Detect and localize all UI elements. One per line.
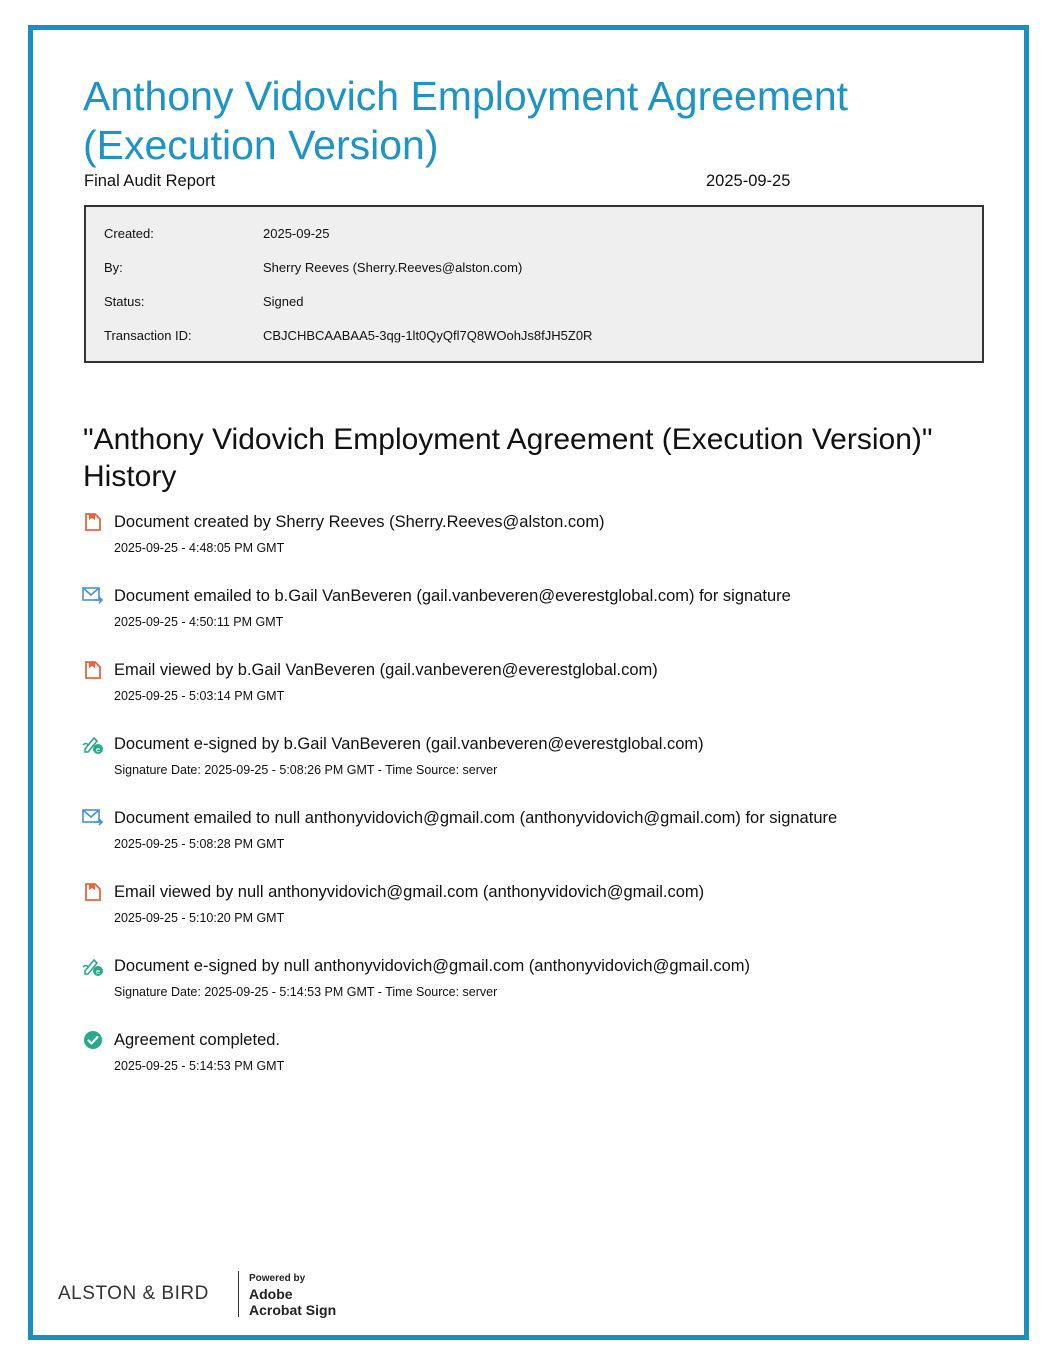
event-text: Document created by Sherry Reeves (Sherry.Reeves@alston.com) <box>114 513 605 531</box>
event-time: 2025-09-25 - 4:48:05 PM GMT <box>114 541 285 555</box>
esign-icon <box>82 733 104 755</box>
acrobat-sign-label: Acrobat Sign <box>249 1302 337 1318</box>
info-label: Transaction ID: <box>104 328 192 343</box>
event-time: 2025-09-25 - 5:10:20 PM GMT <box>114 911 285 925</box>
event-time: 2025-09-25 - 5:03:14 PM GMT <box>114 689 285 703</box>
info-label: Created: <box>104 226 154 241</box>
info-value: Signed <box>263 294 304 309</box>
alston-bird-logo: ALSTON & BIRD <box>58 1283 209 1304</box>
report-date: 2025-09-25 <box>706 172 791 190</box>
document-icon <box>82 511 104 533</box>
event-text: Email viewed by null anthonyvidovich@gmail.com (anthonyvidovich@gmail.com) <box>114 883 705 901</box>
svg-text:e: e <box>95 746 101 754</box>
email-icon <box>82 585 104 607</box>
document-icon <box>82 659 104 681</box>
footer-divider <box>238 1271 239 1317</box>
event-text: Document e-signed by b.Gail VanBeveren (gail.vanbeveren@everestglobal.com) <box>114 735 704 753</box>
event-text: Document emailed to null anthonyvidovich@gmail.com (anthonyvidovich@gmail.com) for signature <box>114 809 838 827</box>
svg-text:e: e <box>95 968 101 976</box>
info-value: 2025-09-25 <box>263 226 330 241</box>
adobe-label: Adobe <box>249 1286 293 1302</box>
event-time: 2025-09-25 - 5:14:53 PM GMT <box>114 1059 285 1073</box>
info-value: CBJCHBCAABAA5-3qg-1lt0QyQfl7Q8WOohJs8fJH5Z0R <box>263 328 593 343</box>
event-time: Signature Date: 2025-09-25 - 5:14:53 PM GMT - Time Source: server <box>114 985 498 999</box>
info-box <box>84 205 984 363</box>
event-text: Document e-signed by null anthonyvidovich@gmail.com (anthonyvidovich@gmail.com) <box>114 957 751 975</box>
info-value: Sherry Reeves (Sherry.Reeves@alston.com) <box>263 260 523 275</box>
event-text: Document emailed to b.Gail VanBeveren (gail.vanbeveren@everestglobal.com) for signature <box>114 587 791 605</box>
event-text: Agreement completed. <box>114 1031 281 1049</box>
document-title: Anthony Vidovich Employment Agreement (Execution Version) <box>83 73 849 168</box>
document-icon <box>82 881 104 903</box>
event-time: 2025-09-25 - 4:50:11 PM GMT <box>114 615 284 629</box>
esign-icon <box>82 955 104 977</box>
email-icon <box>82 807 104 829</box>
powered-by-label: Powered by <box>249 1273 306 1284</box>
event-time: 2025-09-25 - 5:08:28 PM GMT <box>114 837 285 851</box>
event-time: Signature Date: 2025-09-25 - 5:08:26 PM GMT - Time Source: server <box>114 763 498 777</box>
info-label: Status: <box>104 294 145 309</box>
report-subtitle: Final Audit Report <box>84 172 216 190</box>
info-label: By: <box>104 260 123 275</box>
event-text: Email viewed by b.Gail VanBeveren (gail.vanbeveren@everestglobal.com) <box>114 661 658 679</box>
history-title: "Anthony Vidovich Employment Agreement (Execution Version)" History <box>83 423 933 493</box>
check-icon <box>82 1029 104 1051</box>
